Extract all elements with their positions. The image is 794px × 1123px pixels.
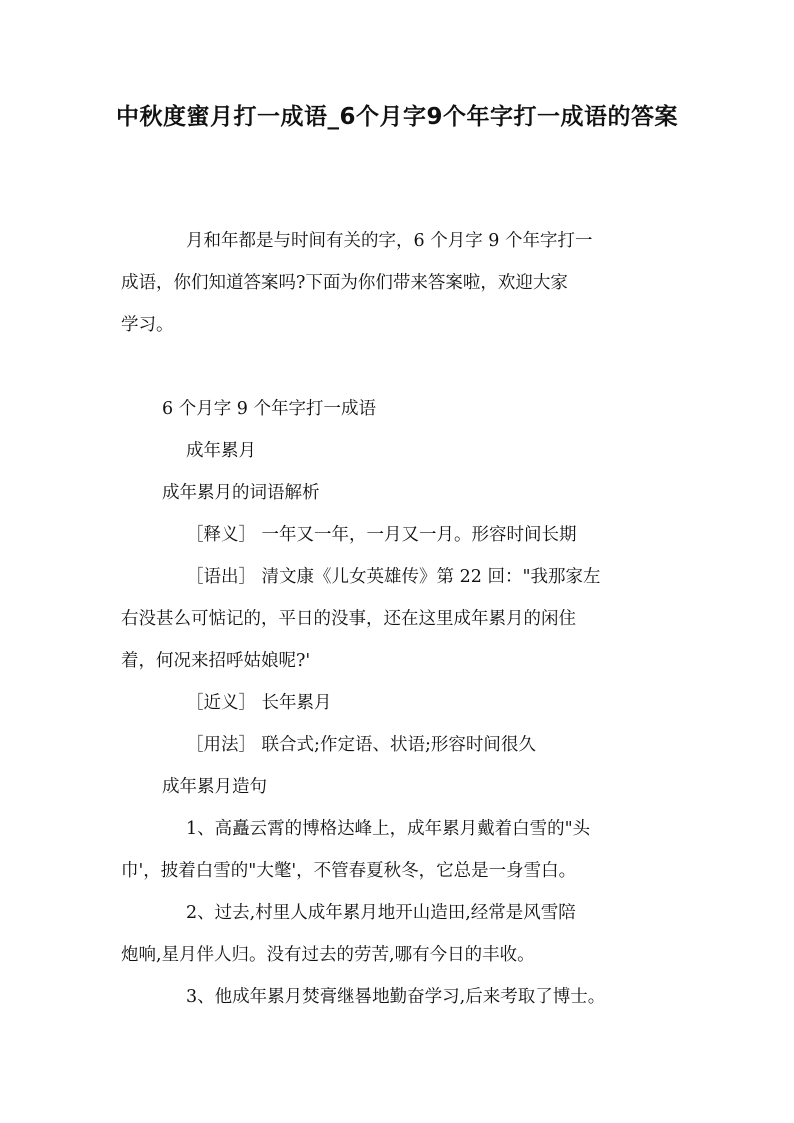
example-1-line-1: 1、高矗云霄的博格达峰上，成年累月戴着白雪的"头 (186, 819, 591, 839)
example-1-line-2: 巾'，披着白雪的"大氅'，不管春夏秋冬，它总是一身雪白。 (121, 861, 577, 881)
example-2-line-1: 2、过去,村里人成年累月地开山造田,经常是风雪陪 (186, 903, 576, 923)
source-line-3: 着，何况来招呼姑娘呢?' (121, 651, 311, 671)
meaning-line: ［释义］ 一年又一年，一月又一月。形容时间长期 (186, 525, 577, 545)
synonym-line: ［近义］ 长年累月 (186, 693, 332, 713)
source-line-1: ［语出］ 清文康《儿女英雄传》第 22 回："我那家左 (186, 567, 601, 587)
examples-heading: 成年累月造句 (162, 777, 267, 797)
document-title: 中秋度蜜月打一成语_6个月字9个年字打一成语的答案 (115, 104, 678, 130)
source-line-2: 右没甚么可惦记的，平日的没事，还在这里成年累月的闲住 (121, 609, 576, 629)
example-2-line-2: 炮响,星月伴人归。没有过去的劳苦,哪有今日的丰收。 (121, 945, 535, 965)
intro-line-2: 成语，你们知道答案吗?下面为你们带来答案啦，欢迎大家 (121, 273, 568, 293)
riddle-answer: 成年累月 (186, 441, 256, 461)
intro-line-1: 月和年都是与时间有关的字，6 个月字 9 个年字打一 (186, 231, 593, 251)
analysis-heading: 成年累月的词语解析 (162, 483, 320, 503)
example-3-line: 3、他成年累月焚膏继晷地勤奋学习,后来考取了博士。 (186, 987, 606, 1007)
intro-line-3: 学习。 (121, 315, 174, 335)
riddle-heading: 6 个月字 9 个年字打一成语 (162, 399, 376, 419)
usage-line: ［用法］ 联合式;作定语、状语;形容时间很久 (186, 735, 536, 755)
